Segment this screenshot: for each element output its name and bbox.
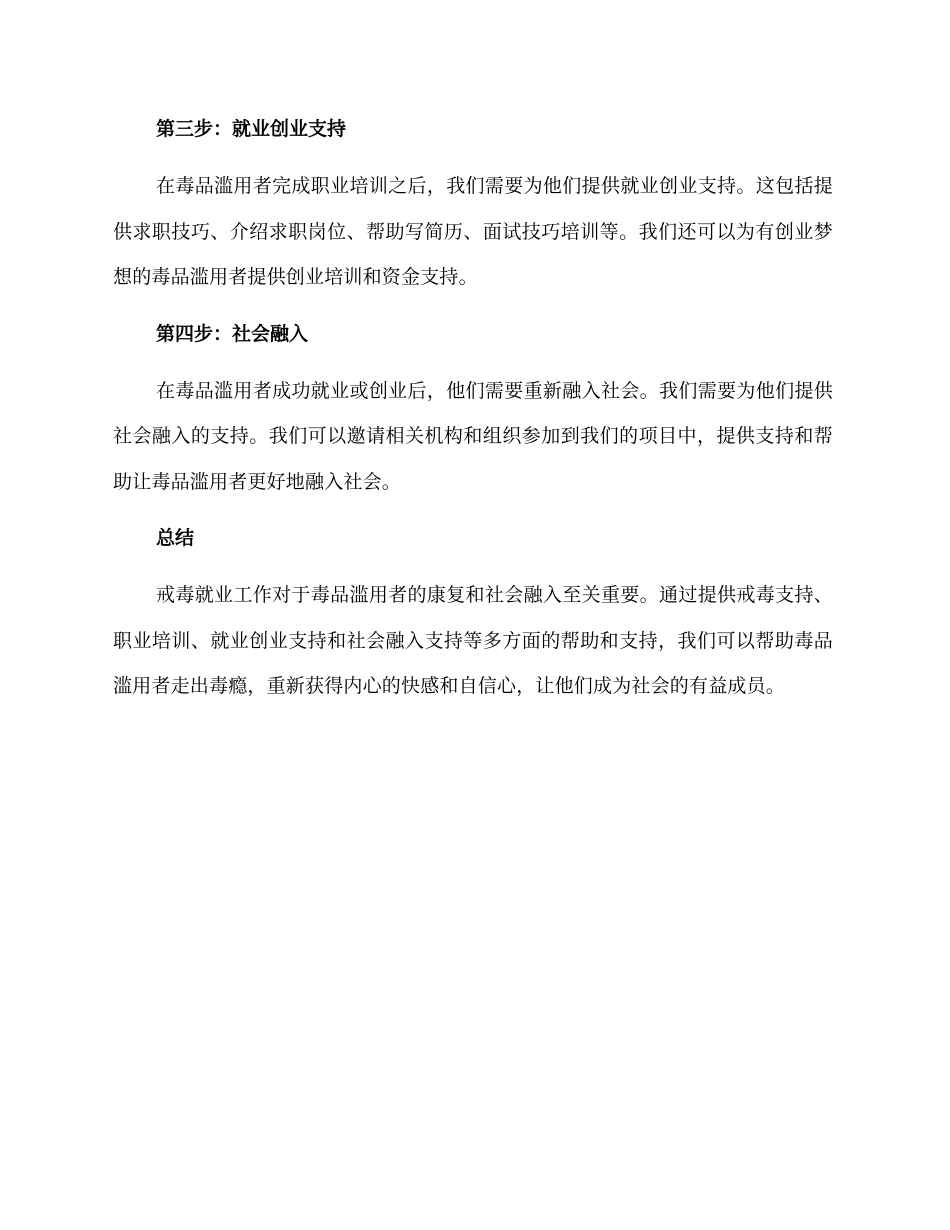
section-paragraph-step-three: 在毒品滥用者完成职业培训之后，我们需要为他们提供就业创业支持。这包括提供求职技巧、介绍求职岗位、帮助写简历、面试技巧培训等。我们还可以为有创业梦想的毒品滥用者提供创业培训和资金支持。 bbox=[113, 175, 833, 288]
section-heading-summary: 总结 bbox=[156, 527, 195, 549]
section-heading-step-three: 第三步：就业创业支持 bbox=[156, 118, 347, 140]
section-paragraph-summary: 戒毒就业工作对于毒品滥用者的康复和社会融入至关重要。通过提供戒毒支持、职业培训、就业创业支持和社会融入支持等多方面的帮助和支持，我们可以帮助毒品滥用者走出毒瘾，重新获得内心的快感和自信心，让他们成为社会的有益成员。 bbox=[113, 584, 833, 697]
section-heading-step-four: 第四步：社会融入 bbox=[156, 322, 309, 345]
section-paragraph-step-four: 在毒品滥用者成功就业或创业后，他们需要重新融入社会。我们需要为他们提供社会融入的支持。我们可以邀请相关机构和组织参加到我们的项目中，提供支持和帮助让毒品滥用者更好地融入社会。 bbox=[113, 379, 833, 493]
document-body bbox=[113, 112, 833, 710]
